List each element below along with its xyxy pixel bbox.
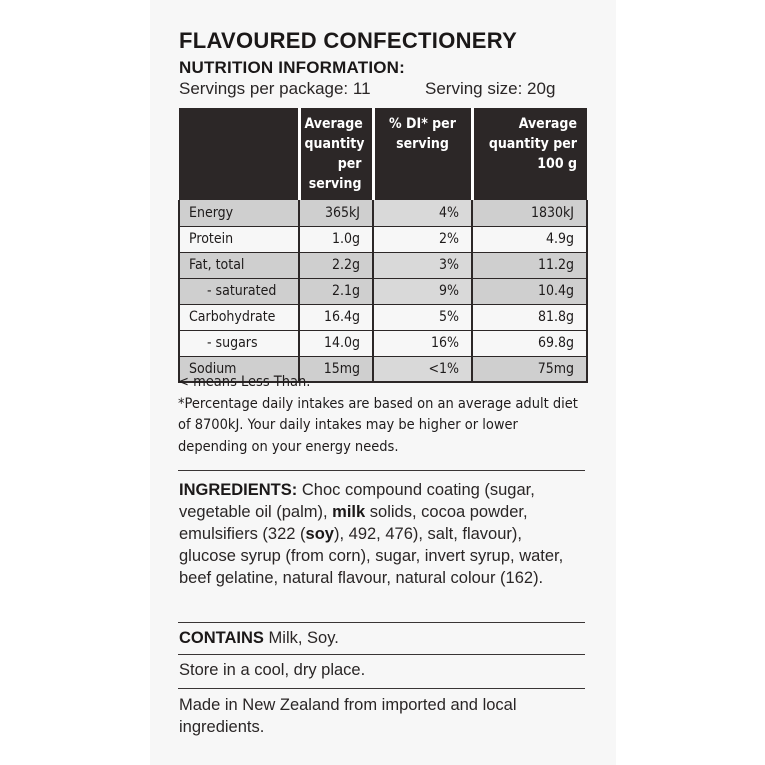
country-of-origin: Made in New Zealand from imported and local ingredients. xyxy=(179,696,517,736)
daily-intake-value: 16% xyxy=(373,330,472,356)
nutrition-table-header xyxy=(179,108,587,200)
nutrient-name: Sodium xyxy=(179,356,299,382)
header-per-100g: Average quantity per 100 g xyxy=(472,108,587,200)
divider xyxy=(178,688,585,689)
nutrition-row xyxy=(179,330,587,356)
daily-intake-note: *Percentage daily intakes are based on an average adult diet of 8700kJ. Your daily intakes may be higher or lower depending on your energy needs. xyxy=(178,395,578,455)
per-100g-value: 10.4g xyxy=(472,278,587,304)
per-serving-value: 14.0g xyxy=(299,330,373,356)
daily-intake-value: 4% xyxy=(373,200,472,226)
ingredients-text-3: ), 492, 476), salt, flavour), glucose syrup (from corn), sugar, invert syrup, water, beef gelatine, natural flavour, natural colour (162). xyxy=(179,525,564,587)
nutrient-name: Carbohydrate xyxy=(179,304,299,330)
nutrition-row xyxy=(179,278,587,304)
nutrient-name: - sugars xyxy=(179,330,299,356)
nutrient-name: Fat, total xyxy=(179,252,299,278)
divider xyxy=(178,654,585,655)
product-title: FLAVOURED CONFECTIONERY xyxy=(179,28,518,53)
nutrition-row xyxy=(179,252,587,278)
nutrient-name: Protein xyxy=(179,226,299,252)
per-100g-value: 4.9g xyxy=(472,226,587,252)
per-serving-value: 365kJ xyxy=(299,200,373,226)
servings-per-package: Servings per package: 11 xyxy=(179,79,371,98)
divider xyxy=(178,470,585,471)
serving-size: Serving size: 20g xyxy=(425,79,556,98)
daily-intake-value: 5% xyxy=(373,304,472,330)
daily-intake-value: 9% xyxy=(373,278,472,304)
per-100g-value: 69.8g xyxy=(472,330,587,356)
per-100g-value: 11.2g xyxy=(472,252,587,278)
header-per-serving: Average quantity per serving xyxy=(299,108,373,200)
ingredients-text-2: solids, cocoa powder, emulsifiers (322 ( xyxy=(179,503,528,543)
table-notes xyxy=(178,372,578,458)
ingredients xyxy=(179,479,579,589)
less-than-note: < means Less Than. xyxy=(178,374,311,390)
nutrition-table xyxy=(178,108,588,383)
ingredients-text-1: Choc compound coating (sugar, vegetable oil (palm), xyxy=(179,481,535,521)
per-100g-value: 75mg xyxy=(472,356,587,382)
nutrient-name: Energy xyxy=(179,200,299,226)
daily-intake-value: 3% xyxy=(373,252,472,278)
per-serving-value: 16.4g xyxy=(299,304,373,330)
per-100g-value: 81.8g xyxy=(472,304,587,330)
daily-intake-value: 2% xyxy=(373,226,472,252)
allergen-soy: soy xyxy=(305,525,334,543)
per-serving-value: 1.0g xyxy=(299,226,373,252)
nutrient-name: - saturated xyxy=(179,278,299,304)
nutrition-row xyxy=(179,304,587,330)
storage-instructions: Store in a cool, dry place. xyxy=(179,661,366,679)
allergen-statement xyxy=(179,627,579,649)
ingredients-label: INGREDIENTS: xyxy=(179,481,298,499)
divider xyxy=(178,622,585,623)
contains-text: Milk, Soy. xyxy=(263,629,339,647)
per-serving-value: 15mg xyxy=(299,356,373,382)
header-daily-intake: % DI* per serving xyxy=(373,108,472,200)
nutrition-heading: NUTRITION INFORMATION: xyxy=(179,58,405,77)
per-serving-value: 2.1g xyxy=(299,278,373,304)
header-nutrient xyxy=(179,108,299,200)
nutrition-row xyxy=(179,226,587,252)
nutrition-row xyxy=(179,200,587,226)
allergen-milk: milk xyxy=(332,503,366,521)
contains-label: CONTAINS xyxy=(179,629,264,647)
per-serving-value: 2.2g xyxy=(299,252,373,278)
per-100g-value: 1830kJ xyxy=(472,200,587,226)
daily-intake-value: <1% xyxy=(373,356,472,382)
